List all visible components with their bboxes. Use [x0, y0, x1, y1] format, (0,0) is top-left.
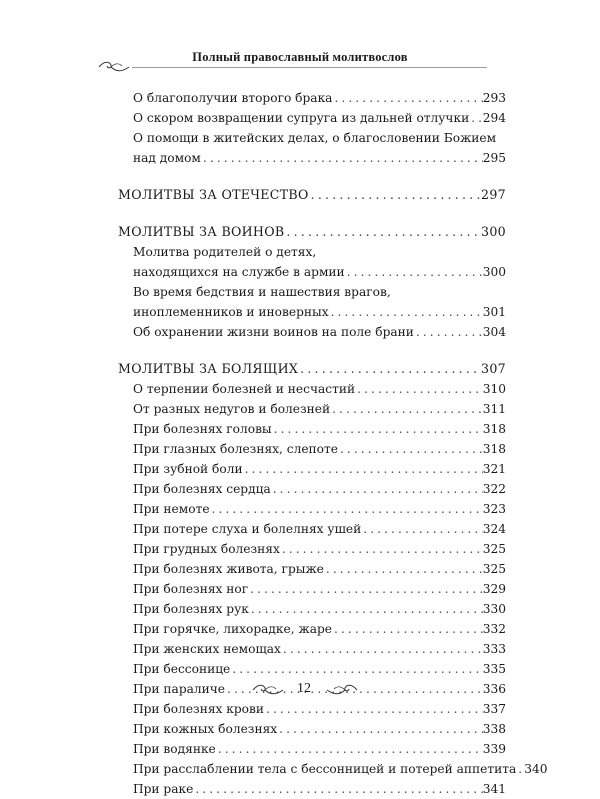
dot-leader: [193, 779, 482, 799]
toc-entry-title: При грудных болезнях: [133, 542, 280, 556]
toc-entry[interactable]: [118, 399, 506, 419]
toc-entry-title: При бессонице: [133, 662, 231, 676]
toc-entry-page: 294: [482, 111, 506, 125]
toc-entry[interactable]: [118, 459, 506, 479]
dot-leader: [361, 519, 482, 539]
dot-leader: [210, 499, 483, 519]
toc-section-warriors[interactable]: [118, 222, 506, 242]
dot-leader: [329, 302, 483, 322]
toc-entry[interactable]: [118, 379, 506, 399]
toc-entry-page: 301: [482, 305, 506, 319]
toc-entry-title-cont: находящихся на службе в армии: [133, 265, 345, 279]
dot-leader: [230, 659, 482, 679]
toc-entry[interactable]: [118, 479, 506, 499]
toc-entry[interactable]: [118, 322, 506, 342]
toc-entry-page: 335: [482, 662, 506, 676]
toc-entry-title: При параличе: [133, 682, 226, 696]
toc-entry-title: При женских немощах: [133, 642, 281, 656]
toc-entry-title: При кожных болезнях: [133, 722, 278, 736]
running-header-title: Полный православный молитвослов: [192, 50, 408, 64]
toc-entry-title: При водянке: [133, 742, 216, 756]
dot-leader: [338, 439, 483, 459]
dot-leader: [281, 639, 483, 659]
toc-entry-page: 310: [482, 382, 506, 396]
toc-entry-title: При расслаблении тела с бессонницей и потерей аппетита: [133, 762, 517, 776]
toc-entry-page: 332: [482, 622, 506, 636]
toc-entry[interactable]: [118, 559, 506, 579]
toc-section-title: МОЛИТВЫ ЗА ОТЕЧЕСТВО: [118, 187, 309, 202]
toc-entry-title: Об охранении жизни воинов на поле брани: [133, 325, 414, 339]
toc-entry-title: О благополучии второго брака: [133, 91, 333, 105]
dot-leader: [309, 185, 481, 205]
toc-entry-page: 293: [482, 91, 506, 105]
toc-entry[interactable]: [118, 282, 506, 302]
dot-leader: [469, 108, 483, 128]
toc-entry-page: 318: [482, 422, 506, 436]
toc-entry-continuation[interactable]: [118, 148, 506, 168]
toc-section-page: 297: [481, 187, 506, 202]
dot-leader: [414, 322, 483, 342]
toc-sick-list: [118, 379, 548, 799]
dot-leader: [332, 88, 482, 108]
toc-entry-page: 324: [482, 522, 506, 536]
toc-entry-continuation[interactable]: [118, 302, 506, 322]
toc-entry-title: О скором возвращении супруга из дальней отлучки: [133, 111, 470, 125]
toc-entry[interactable]: [118, 759, 548, 779]
dot-leader: [280, 539, 483, 559]
toc-entry[interactable]: [118, 739, 506, 759]
toc-entry-title: При болезнях живота, грыже: [133, 562, 324, 576]
toc-entry-title: При немоте: [133, 502, 210, 516]
dot-leader: [271, 479, 483, 499]
toc-entry-title-cont: над домом: [133, 151, 201, 165]
toc-entry[interactable]: [118, 719, 506, 739]
toc-section-fatherland[interactable]: [118, 185, 506, 205]
toc-entry-page: 323: [482, 502, 506, 516]
dot-leader: [324, 559, 483, 579]
toc-entry[interactable]: [118, 439, 506, 459]
toc-entry-page: 295: [482, 151, 506, 165]
dot-leader: [284, 222, 481, 242]
toc-entry[interactable]: [118, 619, 506, 639]
toc-entry-title: При болезнях головы: [133, 422, 272, 436]
footer-flourish-icon: [252, 683, 284, 697]
dot-leader: [201, 148, 483, 168]
flourish-ornament-icon: [98, 60, 130, 74]
toc-section-sick[interactable]: [118, 359, 506, 379]
dot-leader: [330, 399, 483, 419]
toc-entry-page: 300: [482, 265, 506, 279]
toc-entry[interactable]: [118, 599, 506, 619]
toc-entry-page: 330: [482, 602, 506, 616]
toc-entry-page: 325: [482, 562, 506, 576]
toc-entry-page: 304: [482, 325, 506, 339]
toc-entry[interactable]: [118, 539, 506, 559]
page-number: 12: [297, 681, 311, 696]
toc-entry[interactable]: [118, 579, 506, 599]
dot-leader: [298, 359, 481, 379]
toc-entry-continuation[interactable]: [118, 262, 506, 282]
dot-leader: [216, 739, 483, 759]
toc-entry-page: 321: [482, 462, 506, 476]
toc-entry-page: 340: [524, 762, 548, 776]
toc-entry-title: При раке: [133, 782, 194, 796]
toc-entry[interactable]: [118, 639, 506, 659]
dot-leader: [332, 619, 483, 639]
toc-entry[interactable]: [118, 499, 506, 519]
toc-entry-title: При зубной боли: [133, 462, 243, 476]
toc-entry-page: 318: [482, 442, 506, 456]
toc-entry-page: 339: [482, 742, 506, 756]
toc-entry[interactable]: [118, 242, 506, 262]
toc-entry-title: О терпении болезней и несчастий: [133, 382, 356, 396]
toc-entry-page: 333: [482, 642, 506, 656]
toc-entry-title: При болезнях крови: [133, 702, 265, 716]
toc-entry-title-cont: иноплеменников и иноверных: [133, 305, 329, 319]
toc-entry-page: 311: [482, 402, 506, 416]
dot-leader: [355, 379, 483, 399]
dot-leader: [272, 419, 483, 439]
dot-leader: [249, 599, 483, 619]
toc-entry-title: От разных недугов и болезней: [133, 402, 331, 416]
toc-entry-title: При болезнях ног: [133, 582, 249, 596]
dot-leader: [345, 262, 483, 282]
toc-entry-title: При потере слуха и болелнях ушей: [133, 522, 362, 536]
toc-entry-page: 338: [482, 722, 506, 736]
toc-section-page: 300: [481, 224, 506, 239]
toc-entry[interactable]: [118, 519, 506, 539]
toc-entry-title: При глазных болезнях, слепоте: [133, 442, 338, 456]
toc-entry-title: При болезнях рук: [133, 602, 249, 616]
toc-entry-title: О помощи в житейских делах, о благословении Божием: [133, 131, 497, 145]
toc-entry[interactable]: [118, 419, 506, 439]
dot-leader: [516, 759, 524, 779]
toc-entry[interactable]: [118, 659, 506, 679]
footer-flourish-icon: [326, 683, 358, 697]
toc-section-title: МОЛИТВЫ ЗА ВОИНОВ: [118, 224, 285, 239]
header-rule: [132, 67, 487, 68]
toc-entry-title: При горячке, лихорадке, жаре: [133, 622, 332, 636]
toc-entry[interactable]: [118, 88, 506, 108]
toc-entry-page: 325: [482, 542, 506, 556]
toc-entry-page: 341: [482, 782, 506, 796]
toc-entry-page: 337: [482, 702, 506, 716]
toc-entry[interactable]: [118, 108, 506, 128]
toc-entry-page: 322: [482, 482, 506, 496]
dot-leader: [277, 719, 483, 739]
toc-entry[interactable]: [118, 128, 506, 148]
toc-entry-title: Во время бедствия и нашествия врагов,: [133, 285, 391, 299]
toc-entry[interactable]: [118, 779, 506, 799]
toc-entry-page: 329: [482, 582, 506, 596]
toc-entry-title: Молитва родителей о детях,: [133, 245, 317, 259]
toc-section-page: 307: [481, 361, 506, 376]
toc-entry-title: При болезнях сердца: [133, 482, 271, 496]
toc-entry-page: 336: [482, 682, 506, 696]
dot-leader: [248, 579, 483, 599]
page-footer: [0, 681, 600, 703]
toc-section-title: МОЛИТВЫ ЗА БОЛЯЩИХ: [118, 361, 299, 376]
dot-leader: [243, 459, 483, 479]
